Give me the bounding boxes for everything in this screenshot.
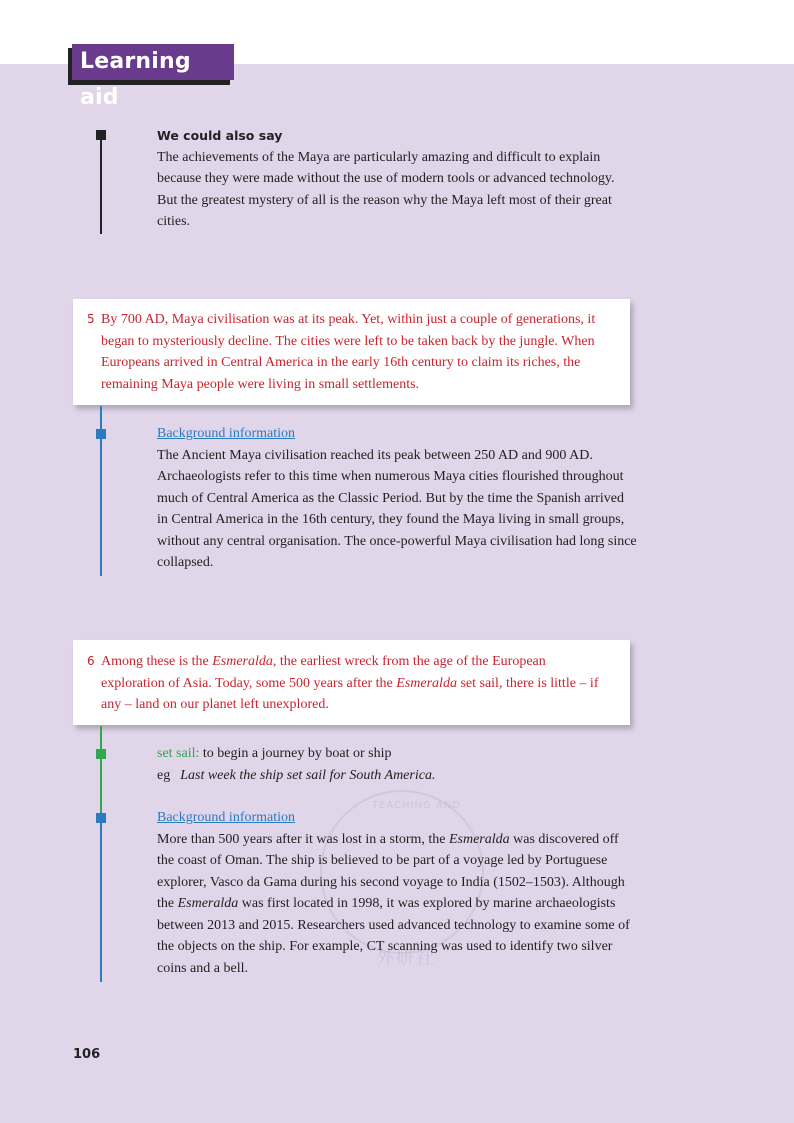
section-text: The Ancient Maya civilisation reached its peak between 250 AD and 900 AD. Archaeologists refer to this time when numerous Maya cities flourished throughout much of Central America as the Classic Period. But by the time the Spanish arrived in Central America in the 16th century, they found the Maya living in small groups, without any central organisation. The once-powerful Maya civilisation had long since collapsed.	[157, 447, 637, 570]
background-information-title: Background information	[157, 426, 296, 441]
text-card-5	[73, 299, 630, 405]
background-information-block	[157, 423, 637, 574]
square-marker-icon	[96, 429, 106, 439]
vocabulary-block	[157, 743, 635, 786]
section-line-black	[100, 134, 102, 234]
vocabulary-entry	[157, 743, 635, 765]
watermark-text-bottom: 外研社	[376, 948, 436, 969]
background-information-title: Background information	[157, 810, 296, 825]
card-number: 5	[87, 312, 95, 326]
learning-aid-tab: Learning aid	[72, 44, 234, 80]
square-marker-icon	[96, 749, 106, 759]
background-information-block	[157, 807, 637, 979]
vocabulary-term: set sail:	[157, 746, 200, 761]
card-number: 6	[87, 654, 95, 668]
section-line-blue	[100, 812, 102, 982]
we-could-also-say-block	[157, 125, 635, 233]
section-heading: We could also say	[157, 128, 283, 143]
page-number: 106	[73, 1047, 101, 1062]
watermark-text-top: TEACHING AND	[372, 800, 461, 811]
section-text: More than 500 years after it was lost in a storm, the Esmeralda was discovered off the coast of Oman. The ship is believed to be part of a voyage led by Portuguese explorer, Vasco da Gama during his second voyage to India (1502–1503). Although the Esmeralda was first located in 1998, it was explored by marine archaeologists between 2013 and 2015. Researchers used advanced technology to examine some of the objects on the ship. For example, CT scanning was used to identify two silver coins and a bell.	[157, 831, 630, 976]
text-card-6	[73, 640, 630, 725]
card-text: By 700 AD, Maya civilisation was at its peak. Yet, within just a couple of generations, it began to mysteriously decline. The cities were left to be taken back by the jungle. When Europeans arrived in Central America in the early 16th century to claim its riches, the remaining Maya people were living in small settlements.	[101, 312, 596, 392]
card-text: Among these is the Esmeralda, the earliest wreck from the age of the European exploration of Asia. Today, some 500 years after the Esmeralda set sail, there is little – if any – land on our planet left unexplored.	[101, 654, 599, 712]
square-marker-icon	[96, 813, 106, 823]
square-marker-icon	[96, 130, 106, 140]
vocabulary-definition: to begin a journey by boat or ship	[199, 746, 392, 761]
section-line-green	[100, 726, 102, 812]
section-text: The achievements of the Maya are particularly amazing and difficult to explain because they were made without the use of modern tools or advanced technology. But the greatest mystery of all is the reason why the Maya left most of their great cities.	[157, 149, 615, 229]
vocabulary-example: eg Last week the ship set sail for South America.	[157, 767, 436, 783]
